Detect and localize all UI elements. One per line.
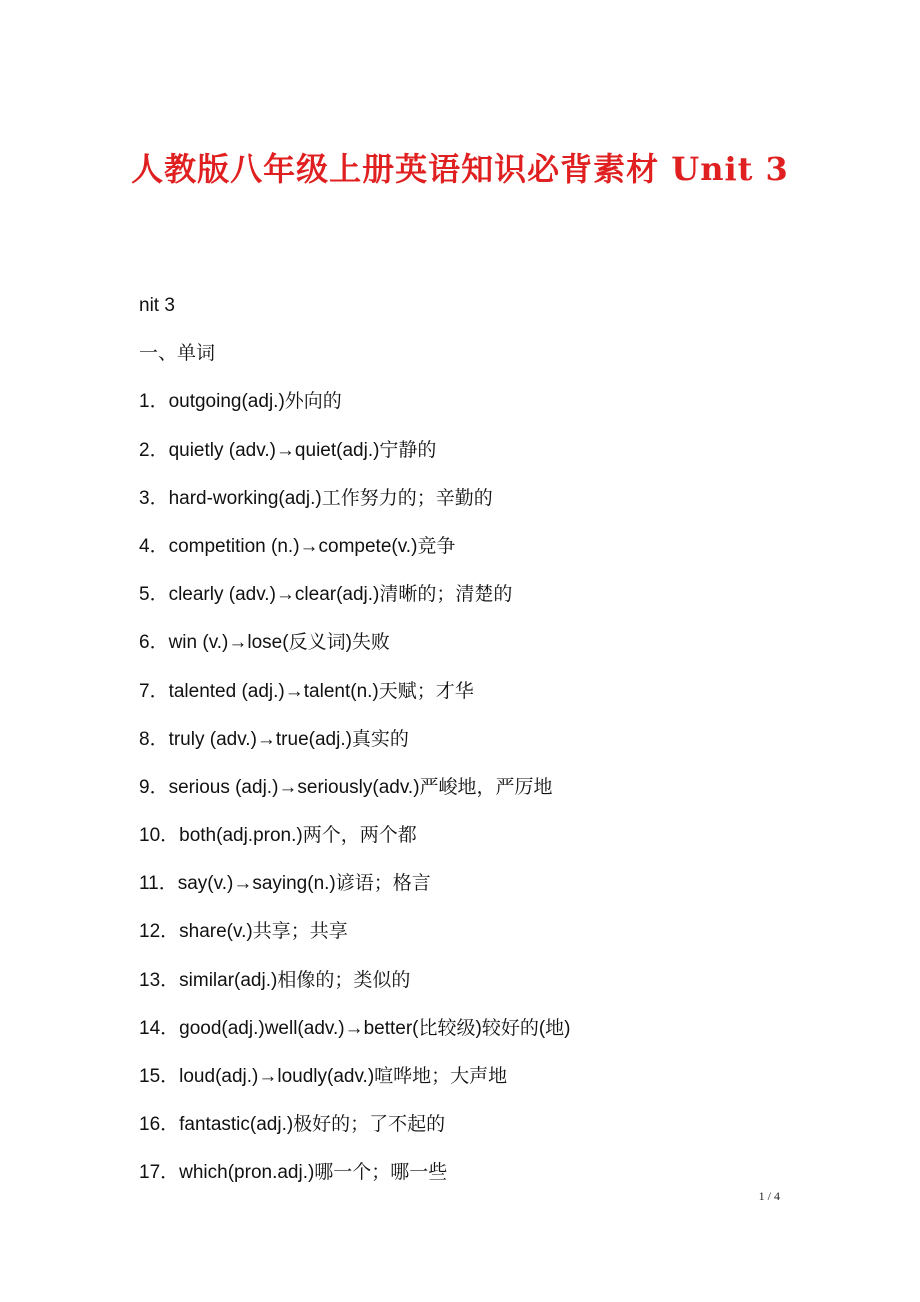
document-body bbox=[139, 282, 799, 1198]
list-item bbox=[139, 860, 799, 908]
list-item bbox=[139, 619, 799, 667]
list-item-number: 7． bbox=[139, 680, 169, 702]
list-item-number: 3． bbox=[139, 487, 169, 509]
list-item bbox=[139, 378, 799, 426]
list-item-text: fantastic(adj.)极好的；了不起的 bbox=[179, 1114, 446, 1136]
list-item-text: share(v.)共享；共享 bbox=[179, 921, 348, 943]
list-item-text: similar(adj.)相像的；类似的 bbox=[179, 969, 411, 991]
document-title: 人教版八年级上册英语知识必背素材 Unit 3 bbox=[131, 150, 789, 188]
list-item-number: 14． bbox=[139, 1017, 180, 1039]
list-item bbox=[139, 1149, 799, 1197]
list-item-text: hard-working(adj.)工作努力的；辛勤的 bbox=[168, 487, 493, 509]
subheading: nit 3 bbox=[139, 295, 175, 316]
page-number: 1 / 4 bbox=[758, 1189, 780, 1203]
list-item-number: 16． bbox=[139, 1114, 180, 1136]
list-item bbox=[139, 523, 799, 571]
list-item-text: which(pron.adj.)哪一个；哪一些 bbox=[179, 1162, 448, 1184]
list-item bbox=[139, 764, 799, 812]
list-item-number: 12． bbox=[139, 921, 180, 943]
list-item-number: 15． bbox=[139, 1066, 180, 1087]
section-heading: 一、单词 bbox=[139, 343, 216, 365]
list-item-number: 6． bbox=[139, 632, 169, 654]
vocabulary-list bbox=[139, 378, 799, 1197]
list-item-number: 13． bbox=[139, 969, 180, 991]
list-item bbox=[139, 716, 799, 764]
list-item-number: 1． bbox=[139, 391, 169, 413]
list-item-text: talented (adj.)→talent(n.)天赋；才华 bbox=[168, 680, 474, 702]
list-item bbox=[139, 1005, 799, 1053]
list-item bbox=[139, 1101, 799, 1149]
list-item-number: 10． bbox=[139, 825, 180, 847]
list-item bbox=[139, 571, 799, 619]
list-item-text: win (v.)→lose(反义词)失败 bbox=[168, 632, 390, 654]
list-item bbox=[139, 812, 799, 860]
list-item-number: 11． bbox=[139, 873, 178, 895]
list-item-text: quietly (adv.)→quiet(adj.)宁静的 bbox=[168, 439, 437, 461]
list-item bbox=[139, 957, 799, 1005]
list-item-text: clearly (adv.)→clear(adj.)清晰的；清楚的 bbox=[168, 584, 513, 606]
list-item bbox=[139, 908, 799, 956]
list-item bbox=[139, 668, 799, 716]
list-item-number: 17． bbox=[139, 1162, 180, 1184]
list-item-text: both(adj.pron.)两个，两个都 bbox=[179, 825, 417, 847]
list-item bbox=[139, 1053, 799, 1101]
list-item-number: 4． bbox=[139, 535, 169, 557]
list-item bbox=[139, 475, 799, 523]
list-item bbox=[139, 427, 799, 475]
list-item-number: 8． bbox=[139, 728, 169, 750]
list-item-number: 9． bbox=[139, 776, 169, 798]
list-item-number: 5． bbox=[139, 584, 169, 606]
list-item-text: truly (adv.)→true(adj.)真实的 bbox=[168, 728, 409, 750]
list-item-text: serious (adj.)→seriously(adv.)严峻地，严厉地 bbox=[168, 776, 553, 798]
list-item-text: good(adj.)well(adv.)→better(比较级)较好的(地) bbox=[179, 1017, 571, 1039]
list-item-text: loud(adj.)→loudly(adv.)喧哗地；大声地 bbox=[179, 1066, 508, 1087]
list-item-text: competition (n.)→compete(v.)竞争 bbox=[168, 535, 456, 557]
list-item-text: outgoing(adj.)外向的 bbox=[168, 391, 342, 413]
list-item-text: say(v.)→saying(n.)谚语；格言 bbox=[177, 873, 431, 895]
list-item-number: 2． bbox=[139, 439, 169, 461]
